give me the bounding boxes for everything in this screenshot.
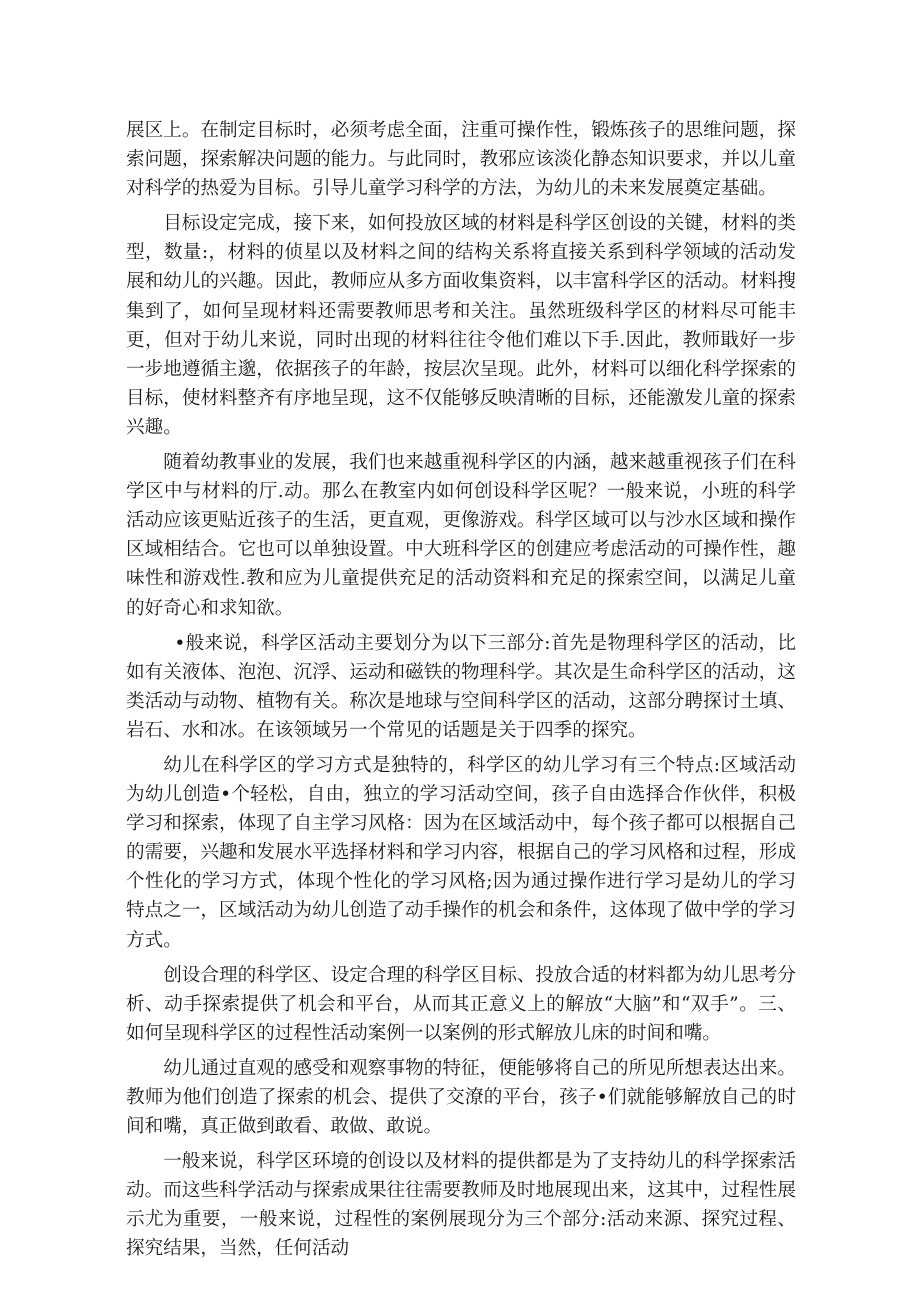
paragraph-8: 一般来说，科学区环境的创设以及材料的提供都是为了支持幼儿的科学探索活动。而这些科学活动与探索成果往往需要教师及时地展现出来，这其中，过程性展示尤为重要，一般来说，过程性的案例展现分为三个部分:活动来源、探究过程、探究结果，当然，任何活动 <box>126 1151 796 1260</box>
paragraph-7: 幼儿通过直观的感受和观察事物的特征，便能够将自己的所见所想表达出来。教师为他们创造了探索的机会、提供了交潦的平台，孩子•们就能够解放自己的时间和嘴，真正做到敢看、敢做、敢说。 <box>126 1057 796 1138</box>
paragraph-2: 目标设定完成，接下来，如何投放区域的材料是科学区创设的关键，材料的类型，数量:，材料的侦星以及材料之间的结构关系将直接关系到科学领域的活动发展和幼儿的兴趣。因此，教师应从多方面收集资料，以丰富科学区的活动。材料搜集到了，如何呈现材料还需要教师思考和关注。虽然班级科学区的材料尽可能丰更，但对于幼儿来说，同时出现的材料往往令他们难以下手.因此，教师戢好一步一步地遵循主邈，依据孩子的年龄，按层次呈现。此外，材料可以细化科学探索的目标，使材料整齐有序地呈现，这不仅能够反映清晰的目标，还能激发儿童的探索兴趣。 <box>126 213 796 438</box>
document-body <box>126 116 796 1270</box>
paragraph-3: 随着幼教事业的发展，我们也来越重视科学区的内涵，越来越重视孩子们在科学区中与材料的厅.动。那么在教室内如何创设科学区呢？一般来说，小班的科学活动应该更贴近孩子的生活，更直观，更像游戏。科学区域可以与沙水区域和操作区域相结合。它也可以单独设置。中大班科学区的创建应考虑活动的可操作性，趣味性和游戏性.教和应为儿童提供充足的活动资料和充足的探索空间，以满足儿童的好奇心和求知欲。 <box>126 452 796 619</box>
paragraph-4: •般来说，科学区活动主要划分为以下三部分:首先是物理科学区的活动，比如有关液体、泡泡、沉浮、运动和磁铁的物理科学。其次是生命科学区的活动，这类活动与动物、植物有关。称次是地球与空间科学区的活动，这部分聘探讨土填、岩石、水和冰。在该领域另一个常见的话题是关于四季的探究。 <box>126 632 796 741</box>
paragraph-5: 幼儿在科学区的学习方式是独特的，科学区的幼儿学习有三个特点:区域活动为幼儿创造•个轻松，自由，独立的学习活动空间，孩子自由选择合作伙伴，积极学习和探索，体现了自主学习风格：因为在区域活动中，每个孩子都可以根据自己的需要，兴趣和发展水平选择材料和学习内容，根据自己的学习风格和过程，形成个性化的学习方式，体现个性化的学习风格;因为通过操作进行学习是幼儿的学习特点之一，区域活动为幼儿创造了动手操作的机会和条件，这体现了做中学的学习方式。 <box>126 754 796 951</box>
paragraph-1: 展区上。在制定目标时，必须考虑全面，注重可操作性，锻炼孩子的思维问题，探索问题，探索解决问题的能力。与此同时，教邪应该淡化静态知识要求，并以儿童对科学的热爱为目标。引导儿童学习科学的方法，为幼儿的未来发展奠定基础。 <box>126 120 796 200</box>
paragraph-6: 创设合理的科学区、设定合理的科学区目标、投放合适的材料都为幼儿思考分析、动手探索提供了机会和平台，从而其正意义上的解放“大脑”和“双手”。三、如何呈现科学区的过程性活动案例一以案例的形式解放儿床的时间和嘴。 <box>126 964 796 1044</box>
